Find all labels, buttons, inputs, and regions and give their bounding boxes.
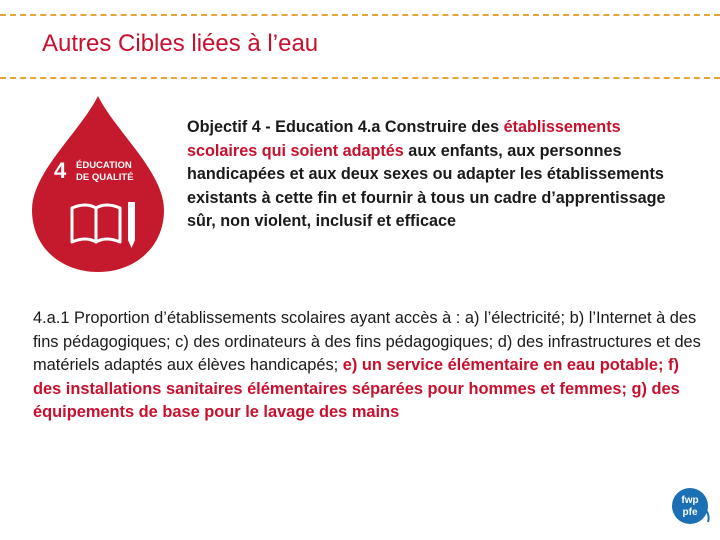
logo-line1: fwp bbox=[681, 495, 699, 506]
top-dashed-rule bbox=[0, 14, 720, 16]
logo-swoosh bbox=[706, 510, 709, 522]
indicator-highlight: e) un service élémentaire en eau potable; f) des installations sanitaires élémentaires séparées pour hommes et femmes; g) des équipements de base pour le lavage des mains bbox=[33, 356, 680, 421]
indicator-text bbox=[33, 307, 703, 425]
indicator-part1: 4.a.1 Proportion d’établissements scolaires ayant accès à : a) l’électricité; b) l’Internet à des fins pédagogiques; c) des ordinateurs à des fins pédagogiques; d) des infrastructures et des matériels adaptés aux élèves handicapés; bbox=[33, 309, 701, 374]
objective-part1: Objectif 4 - Education 4.a Construire des bbox=[187, 118, 504, 136]
fwp-logo bbox=[670, 486, 712, 526]
sdg-number: 4 bbox=[54, 158, 67, 183]
objective-highlight: établissements scolaires qui soient adaptés bbox=[187, 118, 621, 160]
sdg-label-line2: DE QUALITÉ bbox=[76, 172, 134, 183]
sdg-4-badge bbox=[28, 92, 168, 274]
water-drop-shape bbox=[32, 96, 164, 272]
bottom-dashed-rule bbox=[0, 77, 720, 79]
objective-text bbox=[187, 116, 687, 234]
logo-line2: pfe bbox=[682, 507, 698, 518]
objective-part2: aux enfants, aux personnes handicapées et aux deux sexes ou adapter les établissements existants à cette fin et fournir à tous un cadre d’apprentissage sûr, non violent, inclusif et efficace bbox=[187, 141, 666, 230]
slide-title: Autres Cibles liées à l’eau bbox=[42, 30, 319, 57]
sdg-label-line1: ÉDUCATION bbox=[76, 160, 132, 171]
